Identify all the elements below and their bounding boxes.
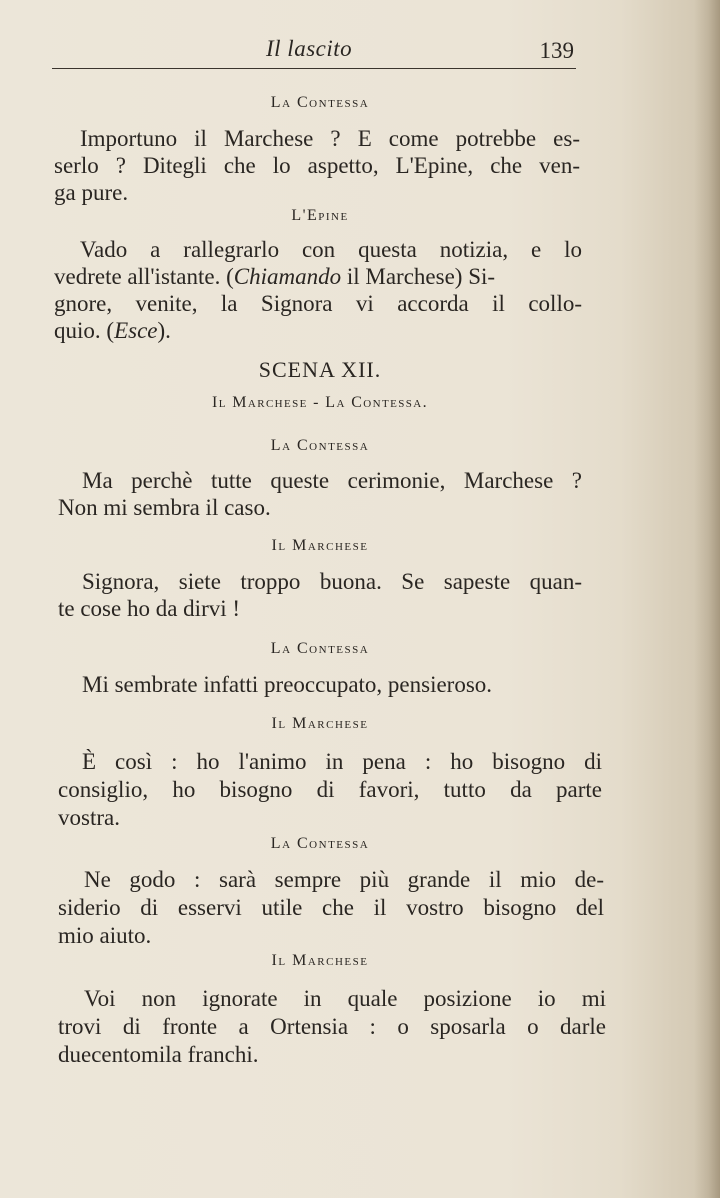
text-line: duecentomila franchi. — [58, 1042, 259, 1067]
text-line: trovi di fronte a Ortensia : o sposarla o darle — [58, 1014, 606, 1039]
speaker-heading: La Contessa — [270, 835, 370, 852]
text-line: siderio di esservi utile che il vostro bisogno del — [58, 895, 604, 920]
speaker-heading: La Contessa — [270, 437, 370, 454]
text-line: Voi non ignorate in quale posizione io mi — [84, 986, 606, 1011]
stage-direction: Chiamando — [233, 264, 342, 289]
text-line: Non mi sembra il caso. — [58, 495, 271, 520]
text-line: Signora, siete troppo buona. Se sapeste quan- — [82, 569, 582, 594]
text-line: consiglio, ho bisogno di favori, tutto da parte — [58, 777, 602, 802]
text-line: te cose ho da dirvi ! — [58, 596, 241, 621]
stage-direction: Esce — [114, 318, 158, 343]
text-line: È così : ho l'animo in pena : ho bisogno di — [82, 749, 602, 774]
speaker-heading: L'Epine — [291, 207, 349, 224]
text-segment — [54, 265, 495, 288]
speaker-heading: La Contessa — [270, 94, 370, 111]
text-line: ga pure. — [54, 180, 129, 205]
page-number: 139 — [539, 38, 574, 63]
text-line: mio aiuto. — [58, 923, 152, 948]
text-line: Ne godo : sarà sempre più grande il mio de- — [84, 867, 604, 892]
scene-cast: Il Marchese - La Contessa. — [211, 394, 428, 411]
text-fragment: il Marchese) Si- — [341, 264, 496, 289]
speaker-heading: Il Marchese — [271, 952, 369, 969]
text-line-mixed — [54, 265, 582, 288]
page-gutter-shadow — [694, 0, 720, 1198]
text-line-mixed — [54, 319, 171, 342]
text-line: vostra. — [58, 805, 120, 830]
speaker-heading: Il Marchese — [271, 715, 369, 732]
text-line: Ma perchè tutte queste cerimonie, Marchese ? — [82, 468, 582, 493]
speaker-heading: La Contessa — [270, 640, 370, 657]
speaker-heading: Il Marchese — [271, 537, 369, 554]
text-line: gnore, venite, la Signora vi accorda il collo- — [54, 291, 582, 316]
scene-title: SCENA XII. — [258, 357, 382, 382]
text-line: Vado a rallegrarlo con questa notizia, e lo — [80, 237, 582, 262]
text-fragment: quio. ( — [54, 318, 115, 343]
running-title: Il lascito — [266, 36, 353, 61]
text-fragment: vedrete all'istante. ( — [54, 264, 234, 289]
text-line: serlo ? Ditegli che lo aspetto, L'Epine, che ven- — [54, 153, 580, 178]
text-line: Importuno il Marchese ? E come potrebbe es- — [80, 126, 580, 151]
text-fragment: ). — [157, 318, 171, 343]
text-line: Mi sembrate infatti preoccupato, pensieroso. — [82, 672, 493, 697]
running-head — [52, 34, 576, 69]
